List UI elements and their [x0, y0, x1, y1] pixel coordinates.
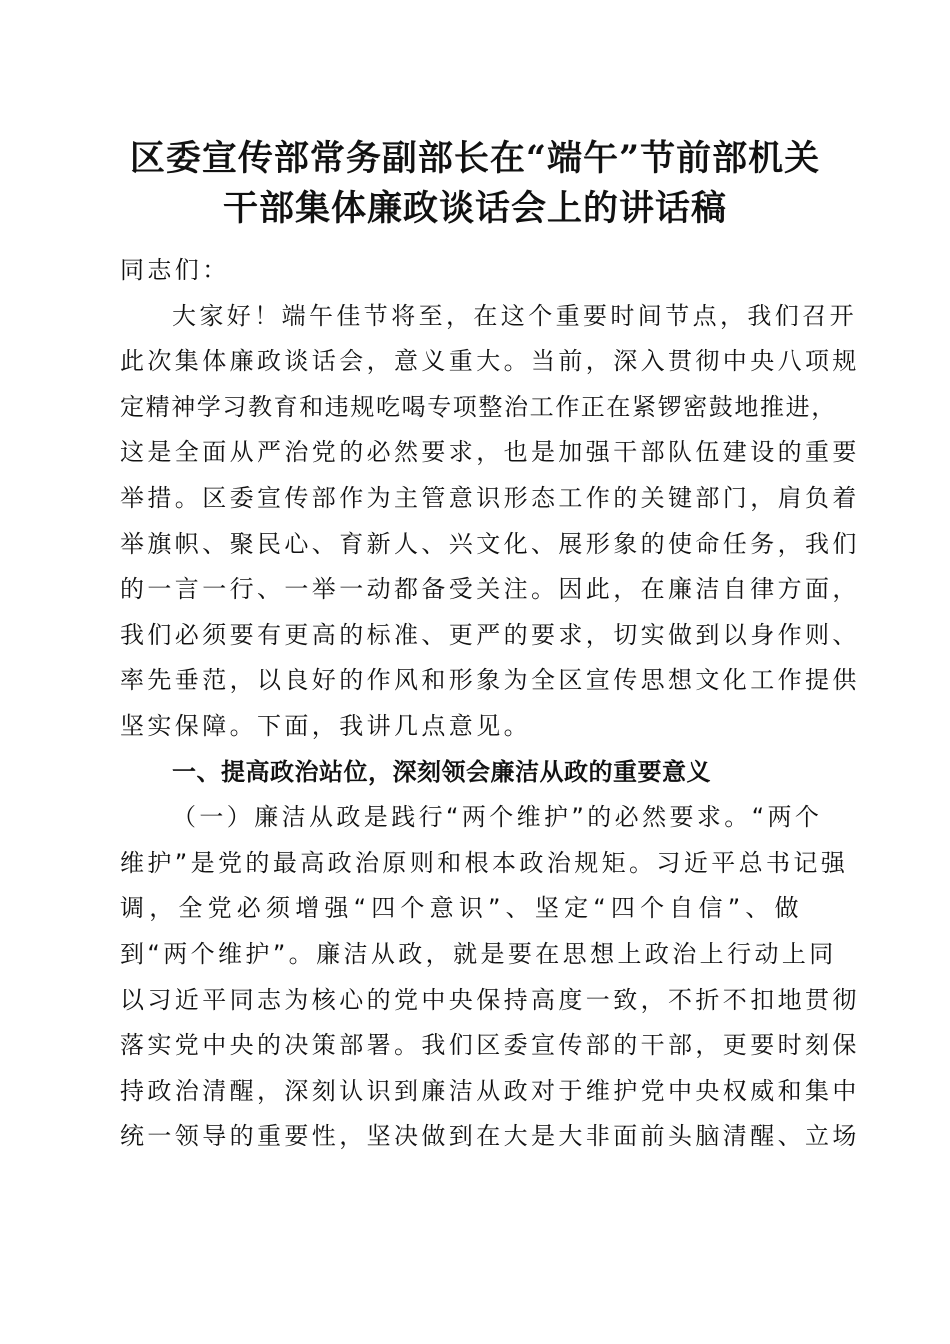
document-body	[120, 248, 860, 1160]
paragraph-1-line: 定精神学习教育和违规吃喝专项整治工作正在紧锣密鼓地推进，	[120, 392, 837, 421]
paragraph-1-line: 大家好！端午佳节将至，在这个重要时间节点，我们召开	[172, 301, 857, 330]
paragraph-2-line: 持政治清醒，深刻认识到廉洁从政对于维护党中央权威和集中	[120, 1076, 860, 1105]
paragraph-2-line: 维护”是党的最高政治原则和根本政治规矩。习近平总书记强	[120, 848, 849, 877]
paragraph-1-line: 的一言一行、一举一动都备受关注。因此，在廉洁自律方面，	[120, 575, 860, 604]
paragraph-2-line: 落实党中央的决策部署。我们区委宣传部的干部，更要时刻保	[120, 1031, 860, 1060]
paragraph-1-line: 举措。区委宣传部作为主管意识形态工作的关键部门，肩负着	[120, 483, 860, 512]
paragraph-1-line: 我们必须要有更高的标准、更严的要求，切实做到以身作则、	[120, 620, 860, 649]
document-title	[100, 134, 850, 234]
paragraph-2-line: （一）廉洁从政是践行“两个维护”的必然要求。“两个	[172, 803, 823, 832]
paragraph-2-line: 以习近平同志为核心的党中央保持高度一致，不折不扣地贯彻	[120, 985, 860, 1014]
salutation: 同志们：	[120, 256, 230, 284]
paragraph-1-line: 率先垂范，以良好的作风和形象为全区宣传思想文化工作提供	[120, 666, 860, 695]
paragraph-1-line: 这是全面从严治党的必然要求，也是加强干部队伍建设的重要	[120, 438, 860, 467]
paragraph-1-line: 此次集体廉政谈话会，意义重大。当前，深入贯彻中央八项规	[120, 347, 860, 376]
paragraph-1-line: 举旗帜、聚民心、育新人、兴文化、展形象的使命任务，我们	[120, 529, 860, 558]
paragraph-2-line: 统一领导的重要性，坚决做到在大是大非面前头脑清醒、立场	[120, 1122, 860, 1151]
title-line-2: 干部集体廉政谈话会上的讲话稿	[222, 188, 727, 229]
paragraph-1-line: 坚实保障。下面，我讲几点意见。	[120, 711, 531, 740]
paragraph-2-line: 到“两个维护”。廉洁从政，就是要在思想上政治上行动上同	[120, 939, 837, 968]
paragraph-2-line: 调，全党必须增强“四个意识”、坚定“四个自信”、做	[120, 894, 804, 923]
title-line-1: 区委宣传部常务副部长在“端午”节前部机关	[129, 138, 821, 179]
section-1-heading: 一、提高政治站位，深刻领会廉洁从政的重要意义	[172, 757, 711, 786]
